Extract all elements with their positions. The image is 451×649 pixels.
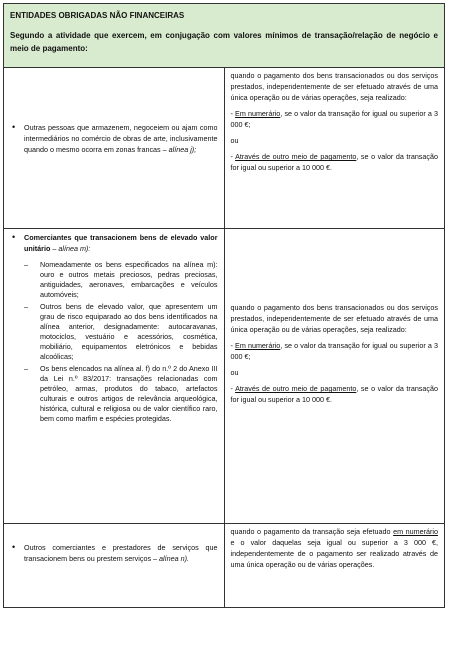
entity-cell — [4, 524, 225, 608]
condition-cell — [224, 229, 445, 524]
condition-intro: quando o pagamento dos bens transacionados ou dos serviços prestados, independentemente de ser efetuado através de uma única operação ou de várias operações, seja realizado: — [230, 303, 438, 334]
condition-intro: quando o pagamento dos bens transacionados ou dos serviços prestados, independentemente de ser efetuado através de uma única operação ou de várias operações, seja realizado: — [230, 71, 438, 102]
table-subtitle: Segundo a atividade que exercem, em conjugação com valores mínimos de transação/relação de negócio e meio de pagamento: — [10, 31, 438, 53]
table-title: ENTIDADES OBRIGADAS NÃO FINANCEIRAS — [10, 11, 185, 20]
entity-ref: alínea j); — [168, 145, 197, 154]
obligated-entities-table — [3, 3, 445, 608]
entity-ref: alínea n). — [159, 554, 189, 563]
list-item: – Outros bens de elevado valor, que apresentem um grau de risco equiparado ao dos bens identificados na alínea anterior, designadamente: autocaravanas, motociclos, vestuário e acessórios, cosmética, mobiliário, equipamentos eletrónicos e bebidas alcoólicas; — [24, 302, 218, 361]
condition-cell — [224, 68, 445, 229]
table-row — [4, 68, 445, 229]
bullet-icon: • — [12, 232, 16, 242]
condition-cash: - Em numerário, se o valor da transação for igual ou superior a 3 000 €; — [230, 341, 438, 361]
sub-item-list — [24, 260, 218, 424]
entity-cell — [4, 68, 225, 229]
bullet-icon: • — [12, 542, 16, 552]
entity-bullet — [4, 122, 224, 155]
entity-text: Comerciantes que transacionem bens de elevado valor unitário — [24, 233, 218, 253]
table-header — [4, 4, 445, 68]
condition-or: ou — [230, 368, 239, 377]
entity-ref: alínea m): — [58, 244, 91, 253]
list-item: – Nomeadamente os bens especificados na alínea m): ouro e outros metais preciosos, pedras preciosas, antiguidades, aeronaves, embarcações e veículos automóveis; — [24, 260, 218, 299]
table-row — [4, 229, 445, 524]
list-item: – Os bens elencados na alínea al. f) do n.º 2 do Anexo III da Lei n.º 83/2017: transações relacionadas com petróleo, armas, produtos do tabaco, artefactos culturais e outros artigos de relevância arqueológica, histórica, cultural e religiosa ou de valor científico raro, bem como marfim e espécies protegidas. — [24, 364, 218, 423]
condition-or: ou — [230, 136, 239, 145]
entity-bullet: • Comerciantes que transacionem bens de elevado valor unitário – alínea m): — [12, 232, 218, 253]
entity-text: Outros comerciantes e prestadores de serviços que transacionem bens ou prestem serviços – — [24, 543, 218, 563]
bullet-icon: • — [12, 122, 16, 132]
entity-bullet — [4, 542, 224, 564]
condition-cash-only: quando o pagamento da transação seja efetuado em numerário e o valor daquelas seja igual ou superior a 3 000 €, independentemente de o pagamento ser realizado através de uma única operação ou de várias operações. — [230, 527, 438, 569]
entity-cell — [4, 229, 225, 524]
entity-text: Outras pessoas que armazenem, negoceiem ou ajam como intermediários no comércio de obras de arte, inclusivamente quando o mesmo ocorra em zonas francas – — [24, 123, 218, 154]
table-row — [4, 524, 445, 608]
condition-other: - Através de outro meio de pagamento, se o valor da transação for igual ou superior a 10 000 €. — [230, 152, 438, 172]
condition-cell — [224, 524, 445, 608]
condition-other: - Através de outro meio de pagamento, se o valor da transação for igual ou superior a 10 000 €. — [230, 384, 438, 404]
condition-cash: - Em numerário, se o valor da transação for igual ou superior a 3 000 €; — [230, 109, 438, 129]
